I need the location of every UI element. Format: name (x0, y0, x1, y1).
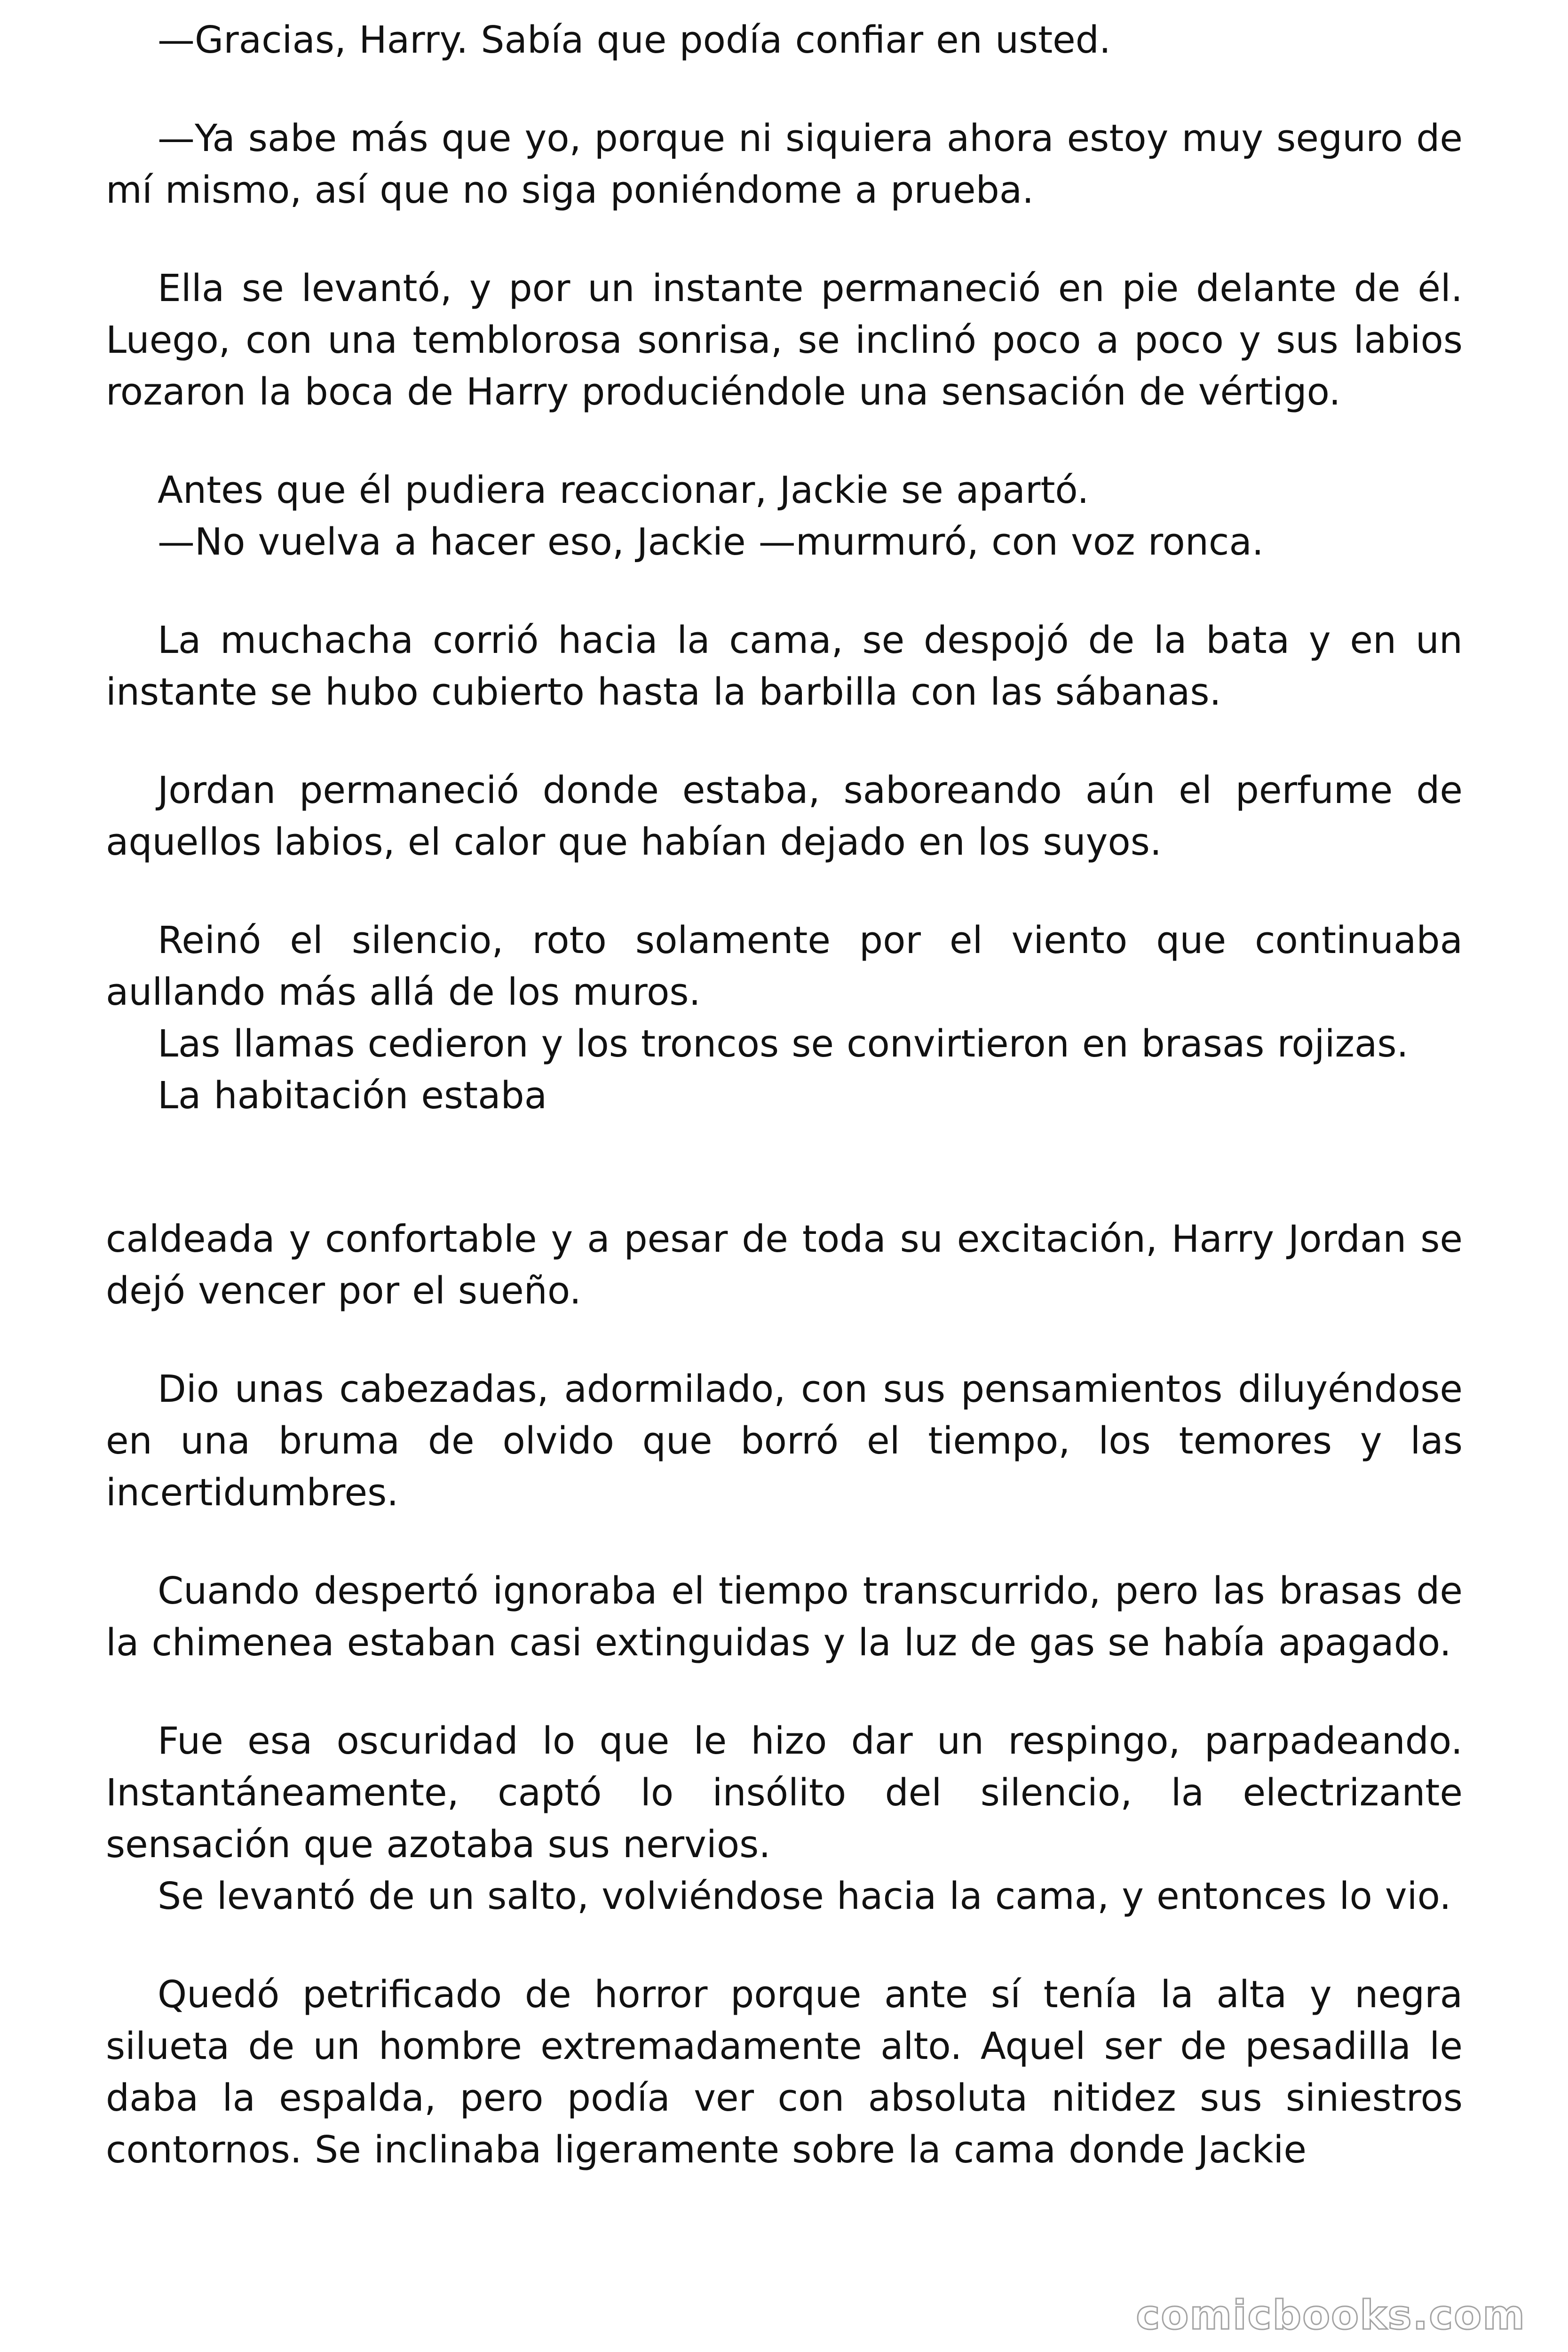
paragraph-10: La habitación estaba (158, 1074, 547, 1117)
paragraph-3: Ella se levantó, y por un instante permaneció en pie delante de él. Luego, con una temblorosa sonrisa, se inclinó poco a poco y sus labios rozaron la boca de Harry produciéndole una sensación de vértigo. (106, 267, 1463, 413)
paragraph-4: Antes que él pudiera reaccionar, Jackie se apartó. (158, 469, 1089, 512)
paragraph-15: Se levantó de un salto, volviéndose hacia la cama, y entonces lo vio. (158, 1875, 1451, 1918)
paragraph-2: —Ya sabe más que yo, porque ni siquiera ahora estoy muy seguro de mí mismo, así que no siga poniéndome a prueba. (106, 117, 1463, 212)
paragraph-7: Jordan permaneció donde estaba, saboreando aún el perfume de aquellos labios, el calor que habían dejado en los suyos. (106, 769, 1463, 864)
site-watermark: comicbooks.com (1136, 2292, 1526, 2339)
paragraph-6: La muchacha corrió hacia la cama, se despojó de la bata y en un instante se hubo cubierto hasta la barbilla con las sábanas. (106, 619, 1463, 714)
paragraph-5: —No vuelva a hacer eso, Jackie —murmuró, con voz ronca. (158, 520, 1264, 564)
paragraph-1: —Gracias, Harry. Sabía que podía confiar en usted. (158, 18, 1111, 62)
paragraph-16: Quedó petrificado de horror porque ante sí tenía la alta y negra silueta de un hombre extremadamente alto. Aquel ser de pesadilla le daba la espalda, pero podía ver con absoluta nitidez sus siniestros contornos. Se inclinaba ligeramente sobre la cama donde Jackie (106, 1973, 1463, 2171)
book-page (106, 14, 1463, 2222)
page-break-gap (106, 1121, 1463, 1213)
paragraph-8: Reinó el silencio, roto solamente por el viento que continuaba aullando más allá de los muros. (106, 919, 1463, 1014)
paragraph-9: Las llamas cedieron y los troncos se convirtieron en brasas rojizas. (158, 1022, 1409, 1065)
paragraph-11: caldeada y confortable y a pesar de toda su excitación, Harry Jordan se dejó vencer por el sueño. (106, 1217, 1463, 1312)
paragraph-14: Fue esa oscuridad lo que le hizo dar un respingo, parpadeando. Instantáneamente, captó lo insólito del silencio, la electrizante sensación que azotaba sus nervios. (106, 1719, 1463, 1866)
paragraph-13: Cuando despertó ignoraba el tiempo transcurrido, pero las brasas de la chimenea estaban casi extinguidas y la luz de gas se había apagado. (106, 1569, 1463, 1664)
paragraph-12: Dio unas cabezadas, adormilado, con sus pensamientos diluyéndose en una bruma de olvido que borró el tiempo, los temores y las incertidumbres. (106, 1367, 1463, 1514)
